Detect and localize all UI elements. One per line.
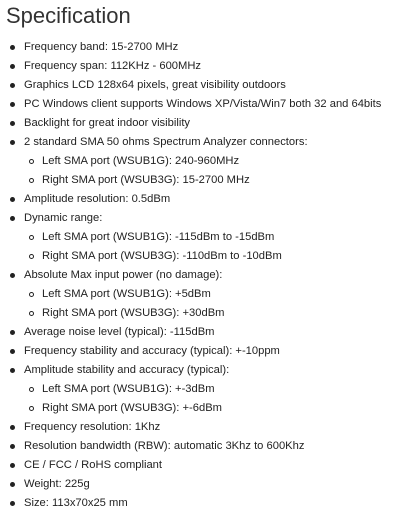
hollow-bullet-icon [29, 235, 34, 240]
spec-item-text: Left SMA port (WSUB1G): 240-960MHz [42, 155, 240, 167]
spec-item-text: Left SMA port (WSUB1G): +-3dBm [42, 383, 215, 395]
bullet-icon [10, 330, 15, 335]
spec-item [0, 190, 413, 209]
spec-item [0, 323, 413, 342]
spec-item-text: Left SMA port (WSUB1G): +5dBm [42, 288, 211, 300]
spec-item-text: Frequency band: 15-2700 MHz [24, 41, 179, 53]
bullet-icon [10, 368, 15, 373]
spec-item [0, 76, 413, 95]
bullet-icon [10, 444, 15, 449]
spec-item-text: Amplitude resolution: 0.5dBm [24, 193, 171, 205]
spec-item [0, 57, 413, 76]
spec-subitem [0, 304, 413, 323]
hollow-bullet-icon [29, 159, 34, 164]
bullet-icon [10, 121, 15, 126]
spec-item [0, 475, 413, 494]
spec-subitem [0, 152, 413, 171]
spec-item-text: Average noise level (typical): -115dBm [24, 326, 215, 338]
spec-item [0, 342, 413, 361]
hollow-bullet-icon [29, 387, 34, 392]
spec-item-text: Right SMA port (WSUB3G): 15-2700 MHz [42, 174, 250, 186]
bullet-icon [10, 64, 15, 69]
spec-item [0, 266, 413, 285]
spec-item-text: Graphics LCD 128x64 pixels, great visibility outdoors [24, 79, 286, 91]
spec-subitem [0, 247, 413, 266]
bullet-icon [10, 45, 15, 50]
spec-item-text: Resolution bandwidth (RBW): automatic 3Khz to 600Khz [24, 440, 305, 452]
spec-subitem [0, 228, 413, 247]
hollow-bullet-icon [29, 254, 34, 259]
hollow-bullet-icon [29, 292, 34, 297]
spec-item [0, 38, 413, 57]
bullet-icon [10, 102, 15, 107]
bullet-icon [10, 482, 15, 487]
bullet-icon [10, 83, 15, 88]
spec-subitem [0, 171, 413, 190]
spec-item-text: Right SMA port (WSUB3G): +-6dBm [42, 402, 222, 414]
bullet-icon [10, 425, 15, 430]
spec-item-text: Left SMA port (WSUB1G): -115dBm to -15dBm [42, 231, 275, 243]
spec-item-text: Backlight for great indoor visibility [24, 117, 191, 129]
spec-item-text: Absolute Max input power (no damage): [24, 269, 223, 281]
spec-subitem [0, 380, 413, 399]
spec-item-text: Frequency span: 112KHz - 600MHz [24, 60, 202, 72]
spec-item [0, 494, 413, 513]
spec-item-text: CE / FCC / RoHS compliant [24, 459, 163, 471]
spec-subitem [0, 399, 413, 418]
bullet-icon [10, 197, 15, 202]
hollow-bullet-icon [29, 406, 34, 411]
bullet-icon [10, 463, 15, 468]
hollow-bullet-icon [29, 311, 34, 316]
spec-item-text: Right SMA port (WSUB3G): -110dBm to -10dBm [42, 250, 282, 262]
spec-item [0, 437, 413, 456]
bullet-icon [10, 140, 15, 145]
bullet-icon [10, 501, 15, 506]
spec-item-text: Amplitude stability and accuracy (typical): [24, 364, 230, 376]
spec-item-text: PC Windows client supports Windows XP/Vista/Win7 both 32 and 64bits [24, 98, 382, 110]
spec-item [0, 133, 413, 152]
spec-item-text: Frequency stability and accuracy (typical): +-10ppm [24, 345, 280, 357]
spec-item [0, 114, 413, 133]
spec-item [0, 418, 413, 437]
bullet-icon [10, 349, 15, 354]
spec-item-text: Size: 113x70x25 mm [24, 497, 128, 509]
spec-item-text: Dynamic range: [24, 212, 103, 224]
spec-subitem [0, 285, 413, 304]
spec-item-text: Right SMA port (WSUB3G): +30dBm [42, 307, 225, 319]
page-title: Specification [6, 3, 131, 28]
spec-item [0, 456, 413, 475]
spec-list [0, 38, 413, 513]
spec-item-text: Frequency resolution: 1Khz [24, 421, 161, 433]
spec-item [0, 361, 413, 380]
spec-item [0, 95, 413, 114]
spec-item [0, 209, 413, 228]
spec-item-text: 2 standard SMA 50 ohms Spectrum Analyzer connectors: [24, 136, 308, 148]
bullet-icon [10, 216, 15, 221]
spec-item-text: Weight: 225g [24, 478, 90, 490]
bullet-icon [10, 273, 15, 278]
hollow-bullet-icon [29, 178, 34, 183]
